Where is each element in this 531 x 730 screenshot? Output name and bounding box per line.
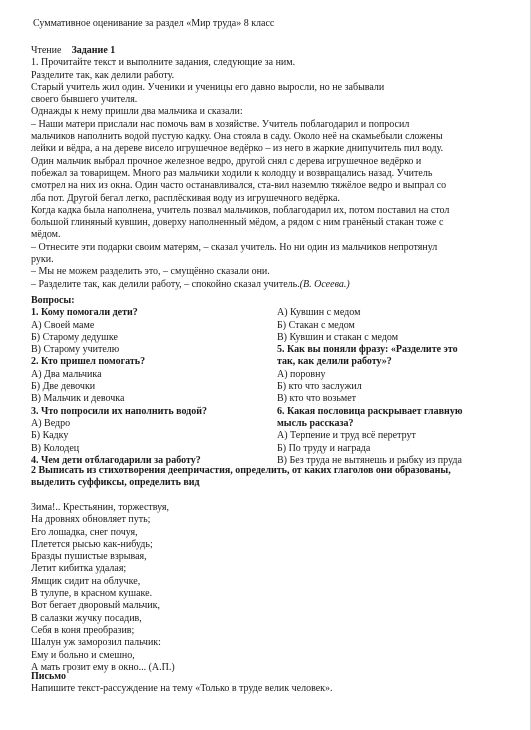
question-line: А) Терпение и труд всё перетрут [277,430,416,442]
reading-line: Разделите так, как делили работу. [31,69,175,81]
question-line: Б) Стакан с медом [277,319,355,331]
reading-section [31,45,521,291]
question-line: так, как делили работу»? [277,356,392,368]
question-line: В) Без труда не вытянешь и рыбку из пруда [277,454,462,466]
reading-line: своего бывшего учителя. [31,94,138,106]
poem-line: Летит кибитка удалая; [31,563,127,575]
task-label: Задание 1 [71,45,116,56]
reading-label: Чтение [31,45,62,56]
poem [31,502,431,674]
question-line: Б) Старому дедушке [31,331,118,343]
document-title: Суммативное оценивание за раздел «Мир труда» 8 класс [33,18,275,29]
poem-line: Вот бегает дворовый мальчик, [31,600,160,612]
question-line: В) Мальчик и девочка [31,393,125,405]
reading-line: лба пот. Другой бегал легко, расплёскивая воду из игрушечного ведёрка. [31,192,340,204]
letter-task [31,671,501,696]
reading-line: мёдом. [31,229,61,241]
question-line: В) кто что возьмет [277,393,357,405]
reading-line: побежал за товарищем. Много раз мальчики ходили к колодцу и возвращались назад. Учитель [31,167,433,179]
reading-task-header [31,45,521,57]
poem-line: Себя в коня преобразив; [31,624,135,636]
reading-line: мальчиков наполнить водой пустую кадку. Она стояла в саду. Около неё на скамьебыли сложены [31,131,443,143]
question-line: А) Два мальчика [31,368,102,380]
task-2 [31,465,501,490]
question-line: Б) Две девочки [31,381,96,393]
poem-line: Его лошадка, снег почуя, [31,526,138,538]
question-line: В) Колодец [31,442,80,454]
question-line: А) Кувшин с медом [277,307,361,319]
reading-line-text: – Разделите так, как делили работу, – спокойно сказал учитель. [31,278,300,290]
question-line: Б) кто что заслужил [277,381,362,393]
reading-line: руки. [31,254,54,266]
reading-line: – Мы не можем разделить это, – смущённо сказали они. [31,266,270,278]
reading-line: смотрел на них из окна. Один часто останавливался, ста-вил наземлю тяжёлое ведро и выпрал со [31,180,447,192]
question-line: 6. Какая пословица раскрывает главную [277,405,463,417]
question-line: 2. Кто пришел помогать? [31,356,146,368]
poem-line: А мать грозит ему в окно... (А.П.) [31,661,175,673]
poem-line: Ему и больно и смешно, [31,649,135,661]
poem-line: В салазки жучку посадив, [31,612,142,624]
question-line: А) Своей маме [31,319,95,331]
question-line: 3. Что попросили их наполнить водой? [31,405,207,417]
poem-line: Бразды пушистые взрывая, [31,551,147,563]
reading-line: Старый учитель жил один. Ученики и ученицы его давно выросли, но не забывали [31,81,385,93]
reading-line: 1. Прочитайте текст и выполните задания, следующие за ним. [31,57,296,69]
questions-heading: Вопросы: [31,295,75,306]
question-line: Б) По труду и награда [277,442,371,454]
reading-line: – Наши матери прислали нас помочь вам в хозяйстве. Учитель поблагодарил и попросил [31,118,410,130]
question-line: 1. Кому помогали дети? [31,307,138,319]
author-name: (В. Осеева.) [299,278,350,290]
poem-line: В тулупе, в красном кушаке. [31,588,153,600]
question-line: В) Кувшин и стакан с медом [277,331,399,343]
reading-line [31,279,521,291]
task-2-line-1: 2 Выписать из стихотворения деепричастия, определить, от каких глаголов они образованы, [31,465,451,476]
reading-line: большой глиняный кувшин, доверху наполненный мёдом, а рядом с ним гранёный стакан тоже с [31,217,444,229]
task-2-line-2: выделить суффиксы, определить вид [31,477,200,489]
poem-line: Ямщик сидит на облучке, [31,575,141,587]
poem-line: Плетется рысью как-нибудь; [31,538,153,550]
poem-line: Шалун уж заморозил пальчик: [31,637,161,649]
letter-text: Напишите текст-рассуждение на тему «Только в труде велик человек». [31,683,333,695]
questions-right-column [277,307,517,467]
reading-line: лейки и вёдра, а на дереве висело игрушечное ведёрко – из него в жаркие днипучитель пил воду. [31,143,444,155]
reading-text [31,57,521,291]
letter-heading: Письмо [31,671,66,682]
question-line: 5. Как вы поняли фразу: «Разделите это [277,344,458,356]
poem-line: Зима!.. Крестьянин, торжествуя, [31,502,170,513]
question-line: Б) Кадку [31,430,69,442]
question-line: А) Ведро [31,417,71,429]
question-line: 4. Чем дети отблагодарили за работу? [31,454,201,466]
question-line: мысль рассказа? [277,417,354,429]
poem-line: На дровнях обновляет путь; [31,514,151,526]
question-line: В) Старому учителю [31,344,120,356]
reading-line: Однажды к нему пришли два мальчика и сказали: [31,106,243,118]
reading-line: Один мальчик выбрал прочное железное ведро, другой снял с дерева игрушечное ведёрко и [31,155,422,167]
questions-left-column [31,295,271,467]
reading-line: – Отнесите эти подарки своим матерям, – сказал учитель. Но ни один из мальчиков непротянул [31,241,438,253]
question-line: А) поровну [277,368,326,380]
reading-line: Когда кадка была наполнена, учитель позвал мальчиков, поблагодарил их, потом поставил на стол [31,204,450,216]
